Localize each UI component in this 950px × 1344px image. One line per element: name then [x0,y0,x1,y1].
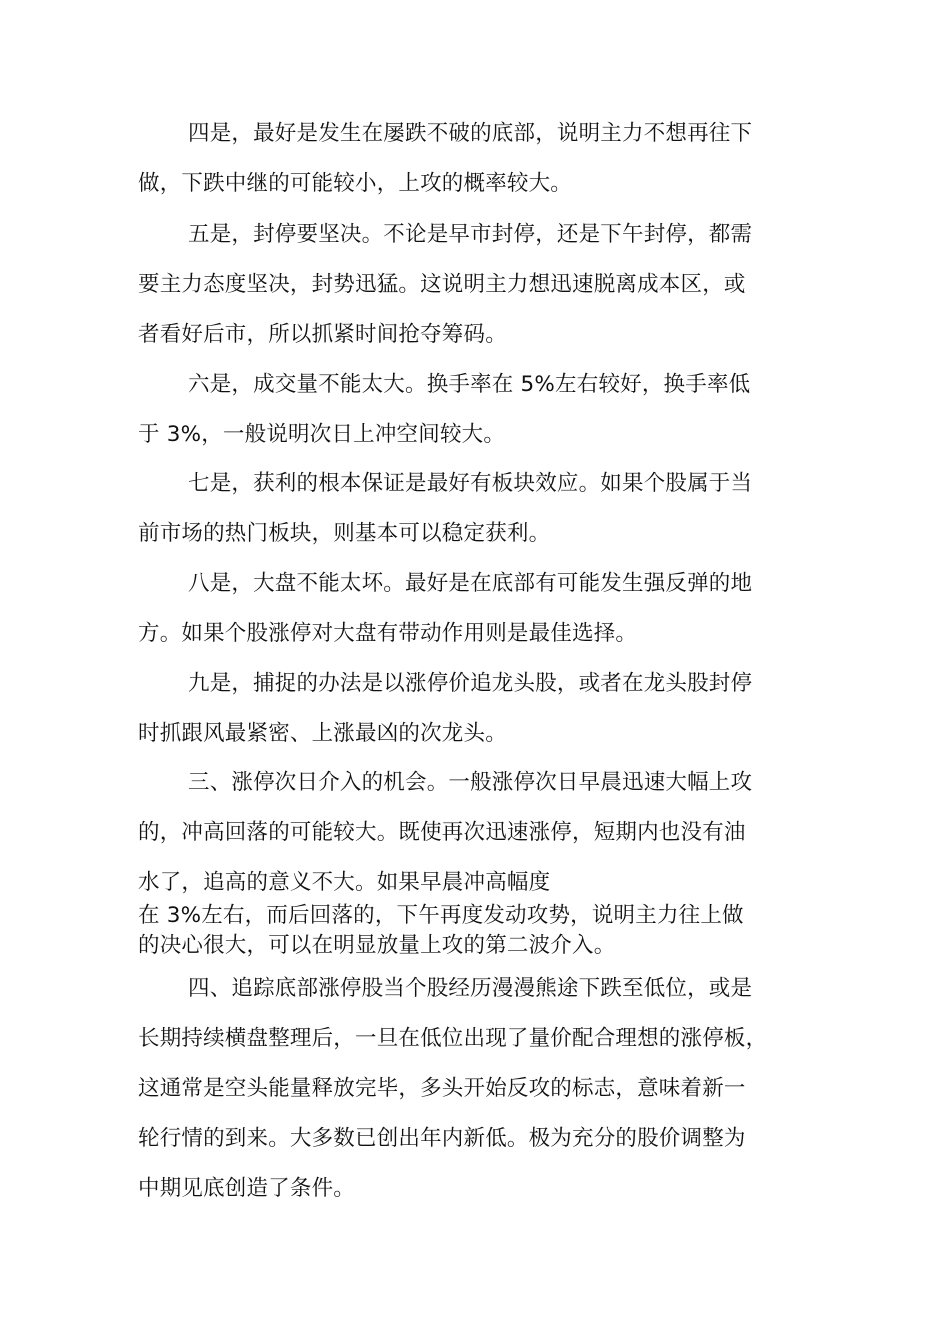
para-9-line-2: 时抓跟风最紧密、上涨最凶的次龙头。 [138,721,507,746]
para-7-line-2: 前市场的热门板块，则基本可以稳定获利。 [138,521,551,546]
section-3-line-2: 的，冲高回落的可能较大。既使再次迅速涨停，短期内也没有油 [138,820,746,845]
section-3-line-1: 三、涨停次日介入的机会。一般涨停次日早晨迅速大幅上攻 [188,770,753,795]
para-6-line-2: 于 3%，一般说明次日上冲空间较大。 [138,422,506,447]
section-3-line-4: 在 3%左右，而后回落的，下午再度发动攻势，说明主力往上做 [138,903,744,928]
section-4-line-5: 中期见底创造了条件。 [138,1176,356,1201]
para-5-line-2: 要主力态度坚决，封势迅猛。这说明主力想迅速脱离成本区，或 [138,272,746,297]
para-8-line-1: 八是，大盘不能太坏。最好是在底部有可能发生强反弹的地 [188,571,753,596]
section-3-line-5: 的决心很大，可以在明显放量上攻的第二波介入。 [138,933,616,958]
para-5-line-3: 者看好后市，所以抓紧时间抢夺筹码。 [138,322,507,347]
section-4-line-2: 长期持续横盘整理后，一旦在低位出现了量价配合理想的涨停板， [138,1026,768,1051]
para-4-line-1: 四是，最好是发生在屡跌不破的底部，说明主力不想再往下 [188,121,753,146]
section-4-line-1: 四、追踪底部涨停股当个股经历漫漫熊途下跌至低位，或是 [188,976,753,1001]
para-7-line-1: 七是，获利的根本保证是最好有板块效应。如果个股属于当 [188,471,753,496]
para-9-line-1: 九是，捕捉的办法是以涨停价追龙头股，或者在龙头股封停 [188,671,753,696]
para-5-line-1: 五是，封停要坚决。不论是早市封停，还是下午封停，都需 [188,222,753,247]
section-4-line-3: 这通常是空头能量释放完毕，多头开始反攻的标志，意味着新一 [138,1076,746,1101]
para-6-line-1: 六是，成交量不能太大。换手率在 5%左右较好，换手率低 [188,372,751,397]
section-4-line-4: 轮行情的到来。大多数已创出年内新低。极为充分的股价调整为 [138,1126,746,1151]
section-3-line-3: 水了，追高的意义不大。如果早晨冲高幅度 [138,870,551,895]
para-4-line-2: 做，下跌中继的可能较小，上攻的概率较大。 [138,171,573,196]
para-8-line-2: 方。如果个股涨停对大盘有带动作用则是最佳选择。 [138,621,638,646]
